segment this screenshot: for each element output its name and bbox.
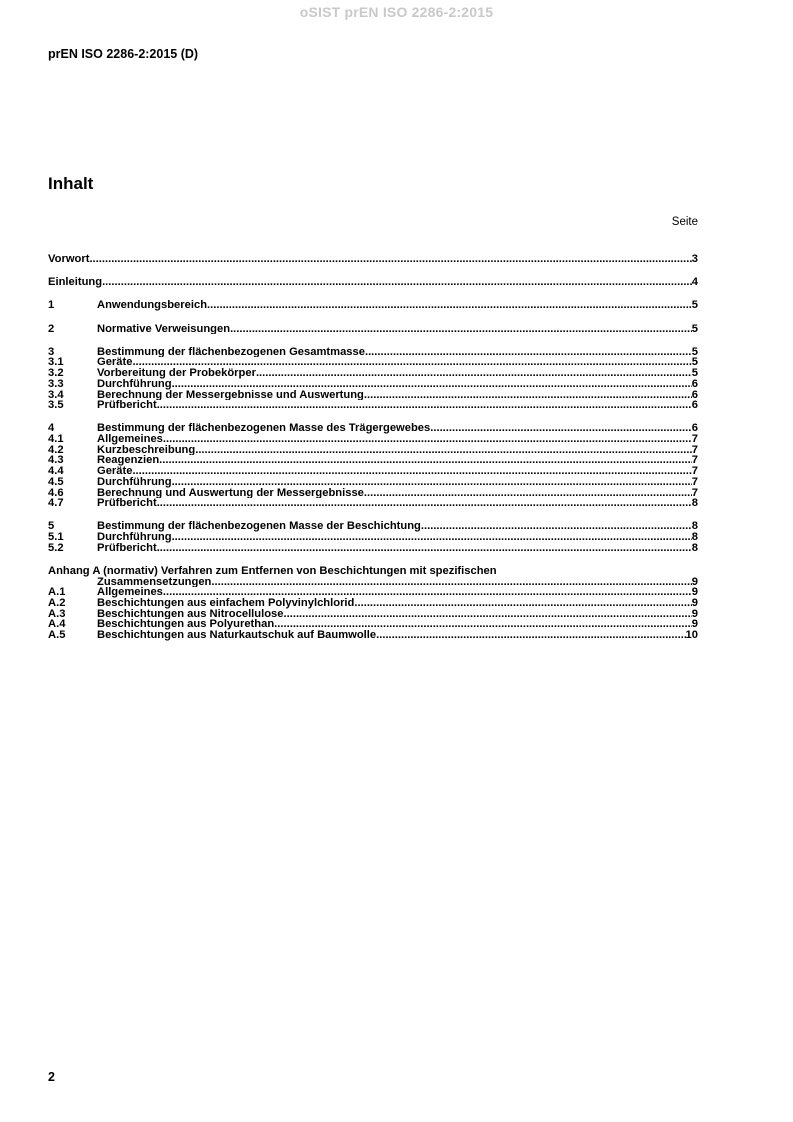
toc-entry-number: 5 (48, 521, 55, 533)
dot-leader (157, 400, 692, 411)
toc-entry-title: Normative Verweisungen (97, 323, 231, 335)
toc-entry-3-5[interactable] (48, 400, 698, 411)
toc-entry-5-2[interactable] (48, 543, 698, 554)
toc-entry-page: 10 (685, 630, 698, 641)
toc-entry-3-4[interactable] (48, 390, 698, 401)
toc-entry-number: A.1 (48, 587, 66, 598)
toc-entry-4-2[interactable] (48, 445, 698, 456)
dot-leader (211, 577, 691, 588)
toc-entry-number: A.3 (48, 608, 66, 620)
toc-annex-a-continuation[interactable] (48, 577, 698, 588)
toc-entry-page: 9 (691, 576, 698, 588)
toc-entry-title: Berechnung und Auswertung der Messergebnisse (97, 487, 364, 499)
toc-entry-1[interactable] (48, 300, 698, 311)
dot-leader (102, 277, 692, 288)
dot-leader (157, 543, 692, 554)
toc-entry-number: A.5 (48, 630, 66, 641)
toc-entry-number: 3 (48, 346, 55, 358)
toc-entry-page: 9 (691, 598, 698, 609)
dot-leader (132, 466, 691, 477)
dot-leader (256, 368, 692, 379)
toc-entry-page: 7 (691, 476, 698, 488)
toc-entry-a-5[interactable] (48, 630, 698, 641)
toc-entry-page: 9 (691, 608, 698, 620)
toc-entry-page: 9 (691, 587, 698, 598)
toc-entry-title: Kurzbeschreibung (97, 444, 196, 456)
toc-entry-number: 3.4 (48, 389, 64, 401)
toc-entry-5-1[interactable] (48, 532, 698, 543)
watermark: oSIST prEN ISO 2286-2:2015 (299, 4, 494, 20)
dot-leader (172, 532, 692, 543)
toc-entry-title: Einleitung (48, 277, 103, 288)
table-of-contents (48, 254, 698, 641)
page-number: 2 (48, 1070, 55, 1084)
toc-entry-4-7[interactable] (48, 498, 698, 509)
toc-entry-4-6[interactable] (48, 488, 698, 499)
toc-entry-title: Beschichtungen aus Naturkautschuk auf Baumwolle (97, 630, 377, 641)
toc-entry-title: Geräte (97, 466, 133, 477)
dot-leader (157, 498, 692, 509)
toc-entry-title: Prüfbericht (97, 498, 157, 509)
toc-entry-page: 7 (691, 487, 698, 499)
toc-entry-page: 9 (691, 619, 698, 631)
toc-entry-title: Prüfbericht (97, 542, 157, 554)
toc-entry-a-4[interactable] (48, 619, 698, 630)
toc-entry-3-1[interactable] (48, 357, 698, 368)
dot-leader (89, 254, 691, 265)
toc-entry-title: Geräte (97, 357, 133, 369)
toc-entry-number: 3.1 (48, 357, 64, 369)
toc-entry-title: Durchführung (97, 476, 172, 488)
toc-entry-title: Beschichtungen aus Nitrocellulose (97, 608, 284, 620)
toc-entry-4-3[interactable] (48, 455, 698, 466)
toc-entry-page: 7 (691, 444, 698, 456)
toc-entry-page: 8 (691, 542, 698, 554)
toc-entry-vorwort[interactable] (48, 254, 698, 265)
toc-entry-page: 5 (691, 300, 698, 312)
toc-entry-title: Bestimmung der flächenbezogenen Masse der Beschichtung (97, 521, 421, 533)
toc-entry-page: 6 (691, 378, 698, 390)
dot-leader (172, 477, 692, 488)
toc-entry-page: 8 (691, 532, 698, 543)
toc-entry-5[interactable] (48, 521, 698, 532)
toc-entry-title: Berechnung der Messergebnisse und Auswertung (97, 389, 364, 401)
toc-entry-number: A.4 (48, 619, 66, 631)
dot-leader (430, 423, 692, 434)
dot-leader (364, 488, 692, 499)
page-column-label: Seite (671, 216, 698, 228)
dot-leader (284, 609, 692, 620)
toc-entry-page: 7 (691, 455, 698, 467)
toc-entry-a-2[interactable] (48, 598, 698, 609)
toc-entry-number: 3.3 (48, 378, 64, 390)
toc-entry-title: Vorwort (48, 254, 90, 265)
toc-entry-number: 4 (48, 423, 55, 435)
toc-entry-page: 5 (691, 357, 698, 369)
toc-entry-number: 4.4 (48, 466, 64, 477)
toc-entry-title: Allgemeines (97, 434, 163, 445)
toc-entry-page: 8 (691, 498, 698, 509)
toc-entry-page: 7 (691, 434, 698, 445)
toc-entry-page: 6 (691, 423, 698, 435)
toc-entry-page: 5 (691, 346, 698, 358)
toc-entry-page: 4 (691, 277, 698, 288)
toc-entry-page: 3 (691, 254, 698, 265)
toc-annex-a-heading[interactable]: Anhang A (normativ) Verfahren zum Entfernen von Beschichtungen mit spezifischen (48, 564, 497, 577)
toc-entry-title: Prüfbericht (97, 400, 157, 411)
dot-leader (376, 630, 685, 641)
toc-heading: Inhalt (48, 174, 94, 193)
toc-entry-title: Durchführung (97, 378, 172, 390)
toc-entry-title: Bestimmung der flächenbezogenen Masse des Trägergewebes (97, 423, 431, 435)
dot-leader (364, 390, 692, 401)
toc-entry-number: 3.2 (48, 368, 64, 379)
toc-entry-number: 5.1 (48, 532, 64, 543)
dot-leader (230, 324, 692, 335)
dot-leader (274, 619, 692, 630)
dot-leader (354, 598, 691, 609)
toc-entry-title: Vorbereitung der Probekörper (97, 368, 256, 379)
toc-entry-title: Allgemeines (97, 587, 163, 598)
toc-entry-number: 5.2 (48, 542, 64, 554)
document-header: prEN ISO 2286-2:2015 (D) (48, 47, 199, 61)
toc-entry-title: Zusammensetzungen (97, 576, 212, 588)
toc-entry-number: 2 (48, 323, 55, 335)
toc-entry-page: 5 (691, 323, 698, 335)
toc-entry-number: 4.1 (48, 434, 64, 445)
toc-entry-page: 5 (691, 368, 698, 379)
toc-entry-4-5[interactable] (48, 477, 698, 488)
toc-entry-page: 6 (691, 389, 698, 401)
toc-entry-a-3[interactable] (48, 609, 698, 620)
toc-entry-number: 4.5 (48, 476, 64, 488)
toc-entry-4-1[interactable] (48, 434, 698, 445)
toc-entry-title: Reagenzien (97, 455, 160, 467)
dot-leader (163, 587, 692, 598)
toc-entry-number: 4.6 (48, 487, 64, 499)
toc-entry-title: Durchführung (97, 532, 172, 543)
dot-leader (195, 445, 692, 456)
toc-entry-3-3[interactable] (48, 379, 698, 390)
dot-leader (172, 379, 692, 390)
toc-entry-title: Anwendungsbereich (97, 300, 208, 312)
toc-entry-number: 1 (48, 300, 55, 312)
toc-entry-title: Beschichtungen aus Polyurethan (97, 619, 275, 631)
toc-entry-3-2[interactable] (48, 368, 698, 379)
dot-leader (207, 300, 692, 311)
toc-entry-number: 4.7 (48, 498, 64, 509)
toc-entry-4-4[interactable] (48, 466, 698, 477)
toc-entry-3[interactable] (48, 347, 698, 358)
toc-entry-page: 8 (691, 521, 698, 533)
dot-leader (163, 434, 692, 445)
toc-entry-title: Bestimmung der flächenbezogenen Gesamtmasse (97, 346, 365, 358)
dot-leader (421, 521, 692, 532)
toc-entry-number: 3.5 (48, 400, 64, 411)
toc-entry-page: 7 (691, 466, 698, 477)
toc-entry-einleitung[interactable] (48, 277, 698, 288)
toc-entry-number: 4.3 (48, 455, 64, 467)
toc-entry-title: Beschichtungen aus einfachem Polyvinylchlorid (97, 598, 355, 609)
toc-entry-a-1[interactable] (48, 587, 698, 598)
toc-entry-4[interactable] (48, 423, 698, 434)
dot-leader (132, 357, 691, 368)
dot-leader (159, 455, 692, 466)
dot-leader (365, 347, 692, 358)
toc-entry-page: 6 (691, 400, 698, 411)
toc-entry-number: 4.2 (48, 444, 64, 456)
toc-entry-2[interactable] (48, 324, 698, 335)
toc-entry-number: A.2 (48, 598, 66, 609)
